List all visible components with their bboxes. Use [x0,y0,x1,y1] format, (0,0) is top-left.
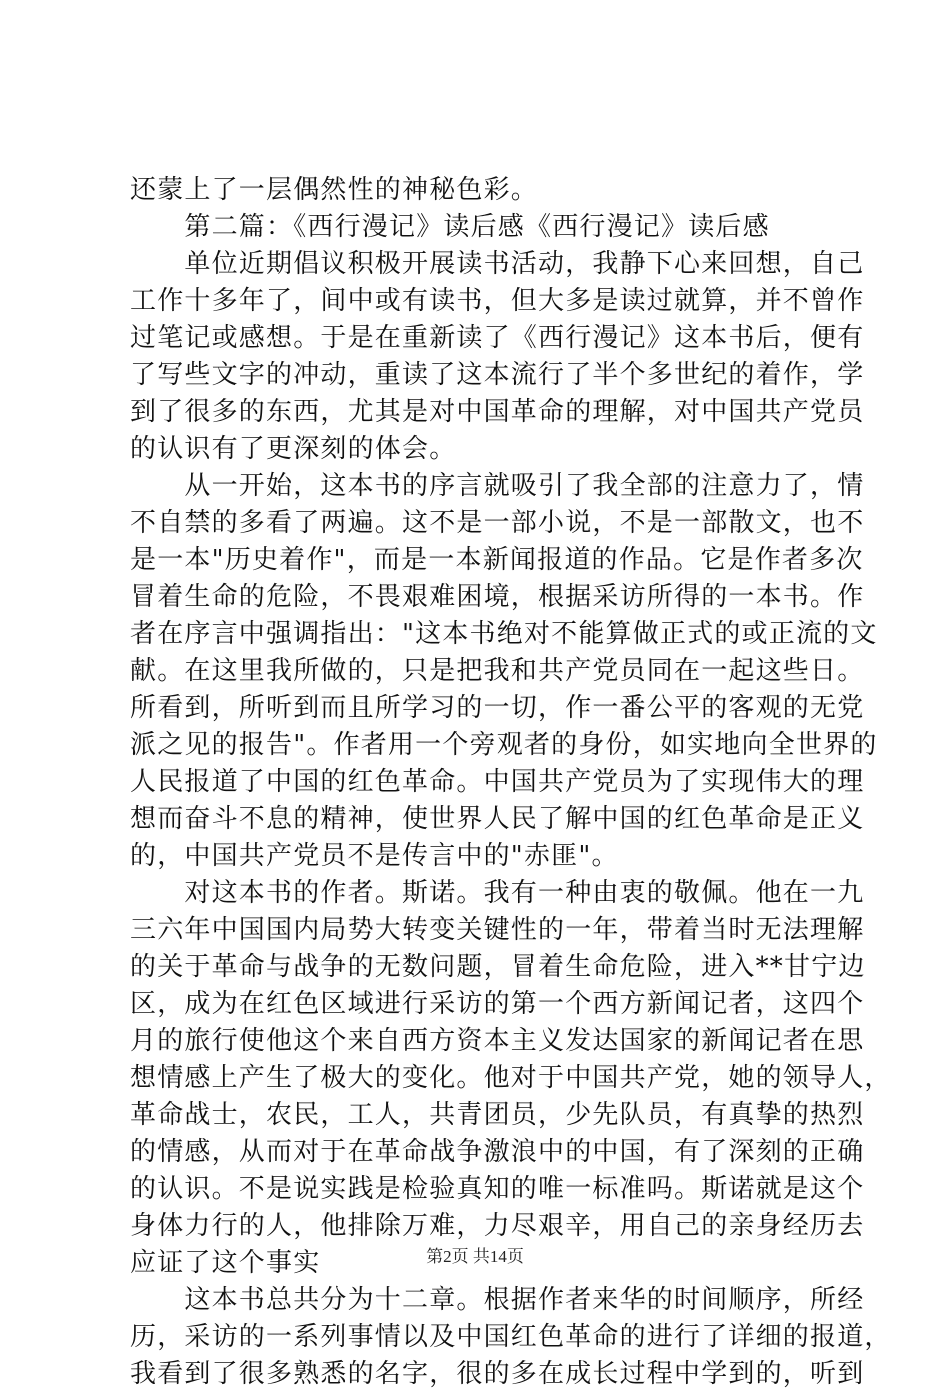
text-line: 第二篇：《西行漫记》读后感《西行漫记》读后感 [130,212,770,242]
text-line: 不自禁的多看了两遍。这不是一部小说，不是一部散文，也不 [130,508,865,538]
text-line: 的，中国共产党员不是传言中的"赤匪"。 [130,841,619,871]
text-line: 者在序言中强调指出："这本书绝对不能算做正式的或正流的文 [130,619,878,649]
text-line: 的认识有了更深刻的体会。 [130,434,457,464]
text-line: 过笔记或感想。于是在重新读了《西行漫记》这本书后，便有 [130,323,865,353]
text-line: 身体力行的人，他排除万难，力尽艰辛，用自己的亲身经历去 [130,1211,865,1241]
text-line: 人民报道了中国的红色革命。中国共产党员为了实现伟大的理 [130,767,865,797]
text-line: 工作十多年了，间中或有读书，但大多是读过就算，并不曾作 [130,286,865,316]
text-line: 的认识。不是说实践是检验真知的唯一标准吗。斯诺就是这个 [130,1174,865,1204]
text-line: 了写些文字的冲动，重读了这本流行了半个多世纪的着作，学 [130,360,865,390]
text-line: 这本书总共分为十二章。根据作者来华的时间顺序，所经 [130,1285,865,1315]
text-line: 的情感，从而对于在革命战争激浪中的中国，有了深刻的正确 [130,1137,865,1167]
text-line: 我看到了很多熟悉的名字，很的多在成长过程中学到的，听到 [130,1359,865,1389]
text-line: 三六年中国国内局势大转变关键性的一年，带着当时无法理解 [130,915,865,945]
text-line: 月的旅行使他这个来自西方资本主义发达国家的新闻记者在思 [130,1026,865,1056]
text-line: 想而奋斗不息的精神，使世界人民了解中国的红色革命是正义 [130,804,865,834]
text-line: 单位近期倡议积极开展读书活动，我静下心来回想，自己 [130,249,865,279]
text-line: 的关于革命与战争的无数问题，冒着生命危险，进入**甘宁边 [130,952,866,982]
text-line: 是一本"历史着作"，而是一本新闻报道的作品。它是作者多次 [130,545,864,575]
page-number-footer: 第2页 共14页 [426,1247,524,1266]
text-line: 到了很多的东西，尤其是对中国革命的理解，对中国共产党员 [130,397,865,427]
text-line: 献。在这里我所做的，只是把我和共产党员同在一起这些日。 [130,656,865,686]
text-line: 从一开始，这本书的序言就吸引了我全部的注意力了，情 [130,471,865,501]
text-line: 想情感上产生了极大的变化。他对于中国共产党，她的领导人， [130,1063,892,1093]
document-body [130,172,892,1393]
text-line: 对这本书的作者。斯诺。我有一种由衷的敬佩。他在一九 [130,878,865,908]
text-line: 派之见的报告"。作者用一个旁观者的身份，如实地向全世界的 [130,730,878,760]
text-line: 历，采访的一系列事情以及中国红色革命的进行了详细的报道， [130,1322,892,1352]
text-line: 区，成为在红色区域进行采访的第一个西方新闻记者，这四个 [130,989,865,1019]
text-line: 革命战士，农民，工人，共青团员，少先队员，有真挚的热烈 [130,1100,865,1130]
text-line: 冒着生命的危险，不畏艰难困境，根据采访所得的一本书。作 [130,582,865,612]
text-line: 应证了这个事实 [130,1248,321,1278]
text-line: 还蒙上了一层偶然性的神秘色彩。 [130,175,539,205]
text-line: 所看到，所听到而且所学习的一切，作一番公平的客观的无党 [130,693,865,723]
